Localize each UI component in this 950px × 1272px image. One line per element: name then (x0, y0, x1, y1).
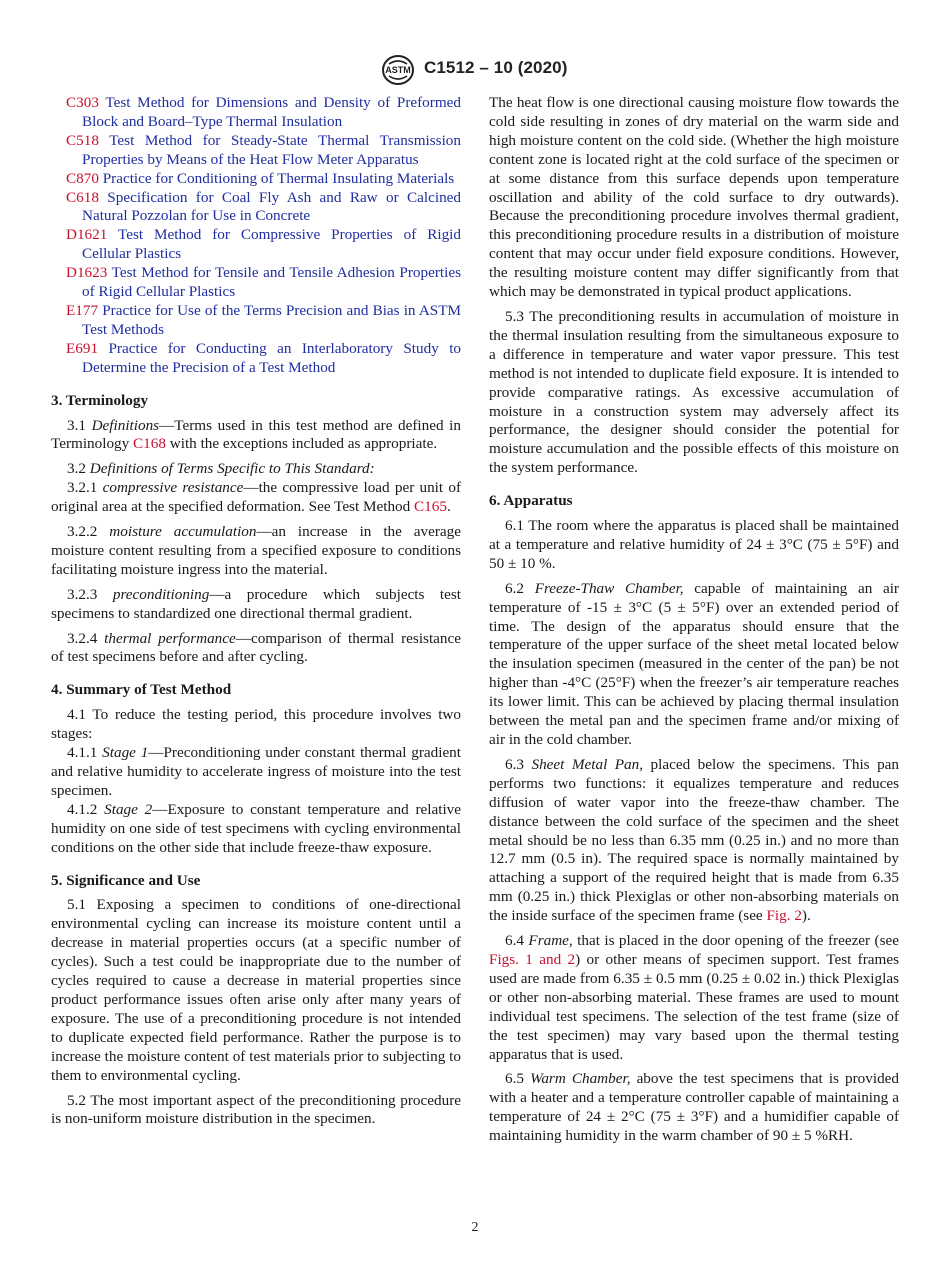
paragraph-5-2-continued: The heat flow is one directional causing moisture flow towards the cold side resulting in zones of dry material on the warm side and high moisture content on the cold side. (Whether the high moisture content zone is located right at the cold surface of the specimen or at some distance from this surface depends upon temperature oscillation and ability of the cold surface to dry outwards). Because the preconditioning procedure involves thermal gradient, this preconditioning procedure results in a distribution of moisture content that may occur under field exposure conditions. However, the resulting moisture content may differ significantly from that which may be demonstrated in typical product applications. (489, 94, 899, 301)
terminology-link[interactable]: C168 (133, 435, 166, 453)
page-number: 2 (471, 1220, 479, 1235)
figure-link[interactable]: Fig. 2 (766, 907, 802, 925)
left-column (51, 94, 461, 1135)
reference-item (51, 226, 461, 264)
reference-item (51, 189, 461, 227)
paragraph-5-3: 5.3 The preconditioning results in accumulation of moisture in the thermal insulation resulting from the simultaneous exposure to a difference in temperature and water vapor pressure. This test method is not intended to duplicate field exposure. It is intended to provide comparative ratings. As excessive accumulation of moisture in a construction system may adversely affect its performance, the designer should consider the potential for moisture accumulation and the possible effects of this moisture on the system performance. (489, 307, 899, 477)
reference-code-link[interactable]: D1621 (66, 226, 108, 244)
reference-title-link[interactable]: Specification for Coal Fly Ash and Raw or Calcined Natural Pozzolan for Use in Concrete (82, 188, 462, 225)
paragraph-3-2-1: 3.2.1 compressive resistance—the compressive load per unit of original area at the specified deformation. See Test Method C165. (51, 479, 461, 516)
paragraph-4-1: 4.1 To reduce the testing period, this procedure involves two stages: (51, 706, 461, 743)
reference-title-link[interactable]: Test Method for Compressive Properties of Rigid Cellular Plastics (82, 226, 461, 263)
reference-title-link[interactable]: Test Method for Steady-State Thermal Transmission Properties by Means of the Heat Flow Meter Apparatus (82, 131, 461, 168)
reference-code-link[interactable]: C870 (66, 169, 99, 187)
reference-code-link[interactable]: E691 (66, 339, 99, 357)
paragraph-5-2: 5.2 The most important aspect of the preconditioning procedure is non-uniform moisture distribution in the specimen. (51, 1091, 461, 1128)
astm-logo-icon (381, 54, 415, 86)
document-designation: C1512 – 10 (2020) (424, 58, 568, 77)
reference-title-link[interactable]: Practice for Conditioning of Thermal Insulating Materials (102, 169, 455, 187)
reference-code-link[interactable]: D1623 (66, 264, 108, 282)
paragraph-6-5: 6.5 Warm Chamber, above the test specimens that is provided with a heater and a temperature controller capable of maintaining a temperature of 24 ± 2°C (75 ± 3°F) and a humidifier capable of maintaining humidity in the warm chamber of 90 ± 5 %RH. (489, 1070, 900, 1145)
reference-item (51, 132, 461, 170)
reference-title-link[interactable]: Practice for Use of the Terms Precision and Bias in ASTM Test Methods (82, 301, 462, 338)
reference-title-link[interactable]: Test Method for Tensile and Tensile Adhesion Properties of Rigid Cellular Plastics (82, 264, 461, 301)
section-heading-terminology: 3. Terminology (51, 391, 149, 409)
referenced-documents-list (51, 94, 461, 378)
section-heading-significance: 5. Significance and Use (51, 871, 201, 889)
paragraph-6-2: 6.2 Freeze-Thaw Chamber, capable of maintaining an air temperature of -15 ± 3°C (5 ± 5°F) over an extended period of time. The design of the apparatus should ensure that the temperature of the upper surface of the sheet metal located below the insulation specimen (measured in the center of the pan) be not higher than -4°C (25°F) when the freezer’s air temperature reaches its lower limit. This can be achieved by placing thermal insulation between the metal pan and the specimen frame and/or mixing of air in the cold chamber. (489, 579, 899, 748)
reference-title-link[interactable]: Practice for Conducting an Interlaboratory Study to Determine the Precision of a Test Method (82, 339, 462, 376)
reference-code-link[interactable]: C618 (66, 188, 99, 206)
reference-item (51, 302, 461, 340)
paragraph-3-2-3: 3.2.3 preconditioning—a procedure which subjects test specimens to standardized one directional thermal gradient. (51, 585, 462, 622)
reference-code-link[interactable]: E177 (66, 301, 99, 319)
logo-text: ASTM (385, 65, 411, 75)
paragraph-6-1: 6.1 The room where the apparatus is placed shall be maintained at a temperature and relative humidity of 24 ± 3°C (75 ± 5°F) and 50 ± 10 %. (489, 517, 899, 572)
reference-item (51, 94, 461, 132)
right-column (489, 94, 899, 1152)
paragraph-6-4: 6.4 Frame, that is placed in the door opening of the freezer (see Figs. 1 and 2) or other means of specimen support. Test frames used are made from 6.35 ± 0.5 mm (0.25 ± 0.02 in.) thick Plexiglas or other non-absorbing material. These frames are used to mount individual test specimens. The selection of the test frame (size of the test specimen) may vary based upon the thermal testing apparatus that is used. (489, 932, 899, 1063)
reference-code-link[interactable]: C303 (66, 94, 99, 111)
section-heading-apparatus: 6. Apparatus (489, 492, 573, 510)
paragraph-3-2: 3.2 Definitions of Terms Specific to This Standard: (67, 460, 375, 478)
reference-code-link[interactable]: C518 (66, 131, 99, 149)
paragraph-3-2-2: 3.2.2 moisture accumulation—an increase in the average moisture content resulting from a specified exposure to conditions facilitating moisture ingress into the material. (51, 523, 462, 578)
paragraph-6-3: 6.3 Sheet Metal Pan, placed below the specimens. This pan performs two functions: it equalizes temperature and reduces diffusion of water vapor into the freeze-thaw chamber. The distance between the cold surface of the specimen and the sheet metal should be no less than 6.35 mm (0.25 in.) and no more than 12.7 mm (0.5 in). The required space is normally maintained by attaching a support of the required height that is made from 6.35 mm (0.25 in.) thick Plexiglas or other non-absorbing materials on the inside surface of the specimen frame (see Fig. 2). (489, 755, 900, 925)
page-header (0, 54, 950, 88)
paragraph-4-1-2: 4.1.2 Stage 2—Exposure to constant temperature and relative humidity on one side of test specimens with cycling environmental conditions on the other side that include freeze-thaw exposure. (51, 800, 461, 856)
paragraph-3-1: 3.1 Definitions—Terms used in this test method are defined in Terminology C168 with the exceptions included as appropriate. (51, 416, 462, 453)
reference-item (51, 264, 461, 302)
paragraph-3-2-4: 3.2.4 thermal performance—comparison of thermal resistance of test specimens before and after cycling. (51, 629, 462, 666)
paragraph-5-1: 5.1 Exposing a specimen to conditions of one-directional environmental cycling can increase its moisture content until a decrease in material properties occurs (at a specific number of cycles). Such a test could be inappropriate due to the number of cycles required to cause a decrease in material properties since product performance issues often arise only after many years of exposure. The use of a preconditioning procedure is not intended to duplicate expected field performance. Rather the purpose is to increase the moisture content of test materials prior to subjecting to them to environmental cycling. (51, 896, 461, 1084)
reference-item (51, 340, 461, 378)
section-heading-summary: 4. Summary of Test Method (51, 681, 232, 699)
reference-item (51, 170, 461, 189)
paragraph-4-1-1: 4.1.1 Stage 1—Preconditioning under constant thermal gradient and relative humidity to accelerate ingress of moisture into the test specimen. (51, 744, 461, 799)
test-method-link[interactable]: C165 (414, 498, 447, 516)
reference-title-link[interactable]: Test Method for Dimensions and Density of Preformed Block and Board–Type Thermal Insulation (82, 94, 461, 130)
figures-link[interactable]: Figs. 1 and 2 (489, 950, 576, 968)
